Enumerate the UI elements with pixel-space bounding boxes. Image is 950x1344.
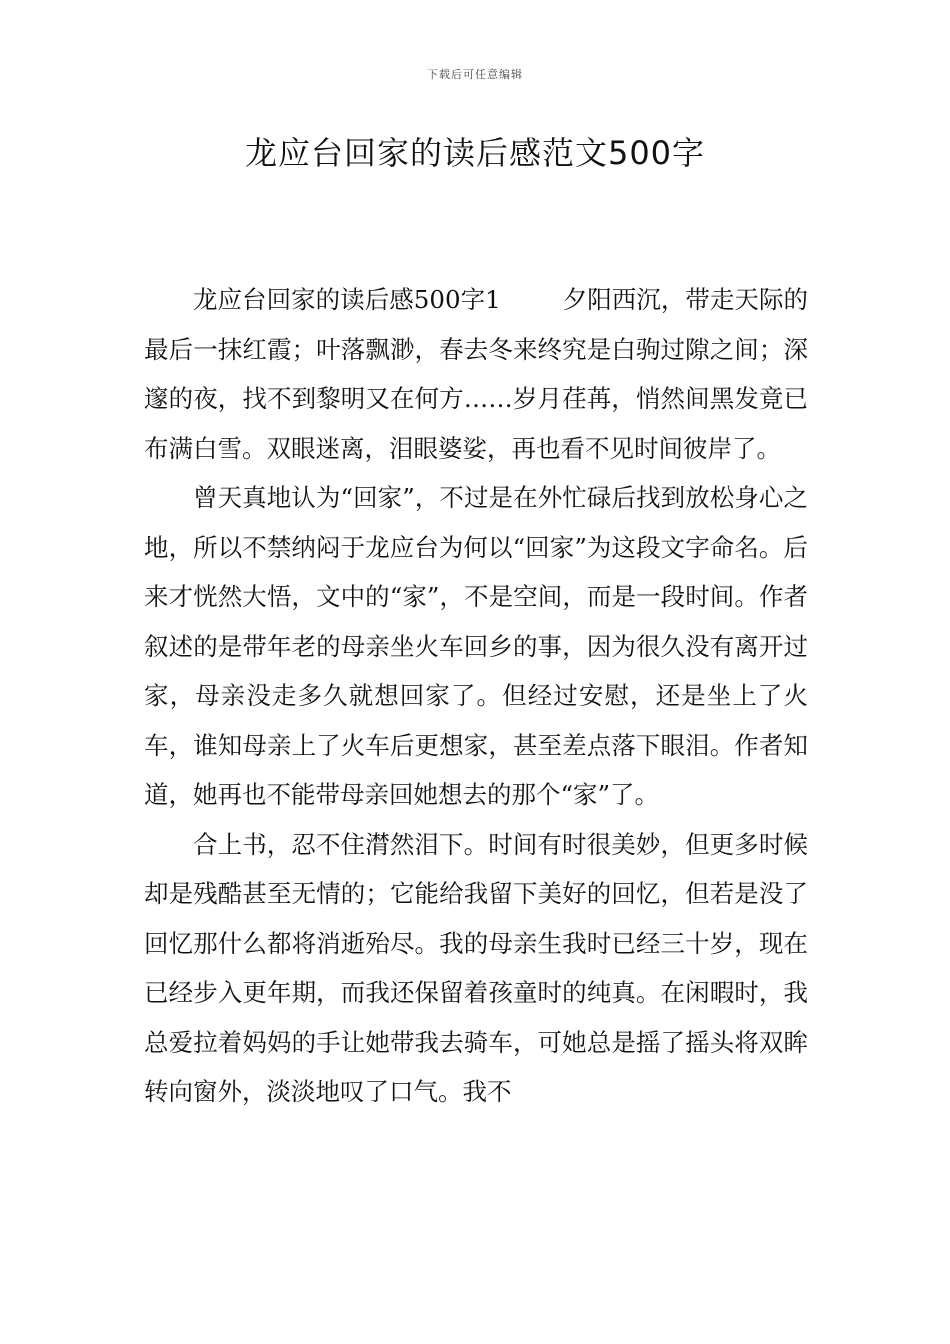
paragraph-1 [144, 275, 808, 473]
document-body [144, 275, 808, 1117]
document-title: 龙应台回家的读后感范文500字 [244, 134, 706, 172]
section-heading: 龙应台回家的读后感500字1 [193, 285, 501, 314]
paragraph-2: 曾天真地认为“回家”，不过是在外忙碌后找到放松身心之地，所以不禁纳闷于龙应台为何以“回家”为这段文字命名。后来才恍然大悟，文中的“家”，不是空间，而是一段时间。作者叙述的是带年老的母亲坐火车回乡的事，因为很久没有离开过家，母亲没走多久就想回家了。但经过安慰，还是坐上了火车，谁知母亲上了火车后更想家，甚至差点落下眼泪。作者知道，她再也不能带母亲回她想去的那个“家”了。 [144, 483, 808, 809]
paragraph-text: 夕阳西沉，带走天际的最后一抹红霞；叶落飘渺，春去冬来终究是白驹过隙之间；深邃的夜，找不到黎明又在何方……岁月荏苒，悄然间黑发竟已布满白雪。双眼迷离，泪眼婆娑，再也看不见时间彼岸了。 [144, 285, 808, 463]
paragraph-3: 合上书，忍不住潸然泪下。时间有时很美妙，但更多时候却是残酷甚至无情的；它能给我留下美好的回忆，但若是没了回忆那什么都将消逝殆尽。我的母亲生我时已经三十岁，现在已经步入更年期，而我还保留着孩童时的纯真。在闲暇时，我总爱拉着妈妈的手让她带我去骑车，可她总是摇了摇头将双眸转向窗外，淡淡地叹了口气。我不 [144, 829, 808, 1106]
header-note: 下载后可任意编辑 [427, 68, 523, 81]
